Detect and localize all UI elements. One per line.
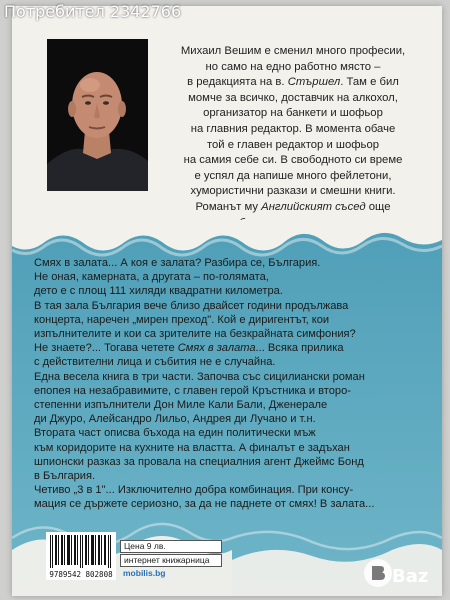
mobilis-logo: mobilis.bg xyxy=(123,568,166,578)
barcode xyxy=(46,532,116,580)
isbn-number: 9789542 802808 xyxy=(49,570,113,579)
book-description: Смях в залата... А коя е залата? Разбира се, България. Не оная, камерната, а другата – по-голямата, дето е с площ 111 хиляди квадратни километра. В тая зала България вече близо двайсет години продължава концерта, наречен „мирен преход". Кой е диригентът, кои изпълнителите и кои са зрителите на безкрайната симфония? Не знаете?... Тогава четете Смях в залата... Всяка прилика с действителни лица и събития не е случайна. Една весела книга в три части. Започва със сицилиански роман епопея на незабравимите, с главен герой Кръстника и второ- степенни изпълнители Дон Миле Кали Бали, Дженерале ди Джуро, Алейсандро Лильо, Андрея ди Лучано и т.н. Втората част описва бъхода на един политически мъж към коридорите на кухните на властта. А финалът е задъхан шпионски разказ за провала на специалния агент Джеймс Бонд в България. Четиво „3 в 1"... Изключително добра комбинация. При консу- мация се държете сериозно, за да не паднете от смях! В залата... xyxy=(34,257,375,511)
barcode-icon xyxy=(46,532,116,570)
baza-logo-text: Baz xyxy=(392,566,429,587)
author-bio: Михаил Вешим е сменил много професии, но само на едно работно място – в редакцията на в. Стършел. Там е бил момче за всичко, доставчик на алкохол, организатор на банкети и шофьор на главния редактор. В момента обаче той е главен редактор и шофьор на самия себе си. В свободното си време е успял да напише много фейлетони, хумористични разкази и смешни книги. Романът му Английският съсед още xyxy=(180,45,406,213)
shop-label: интернет книжарница xyxy=(120,554,222,567)
price-sticker xyxy=(120,540,222,580)
price-label: Цена 9 лв. xyxy=(120,540,222,553)
book-back-cover xyxy=(12,6,442,596)
author-photo xyxy=(47,39,148,191)
watermark: Потребител 2342766 xyxy=(4,2,182,21)
